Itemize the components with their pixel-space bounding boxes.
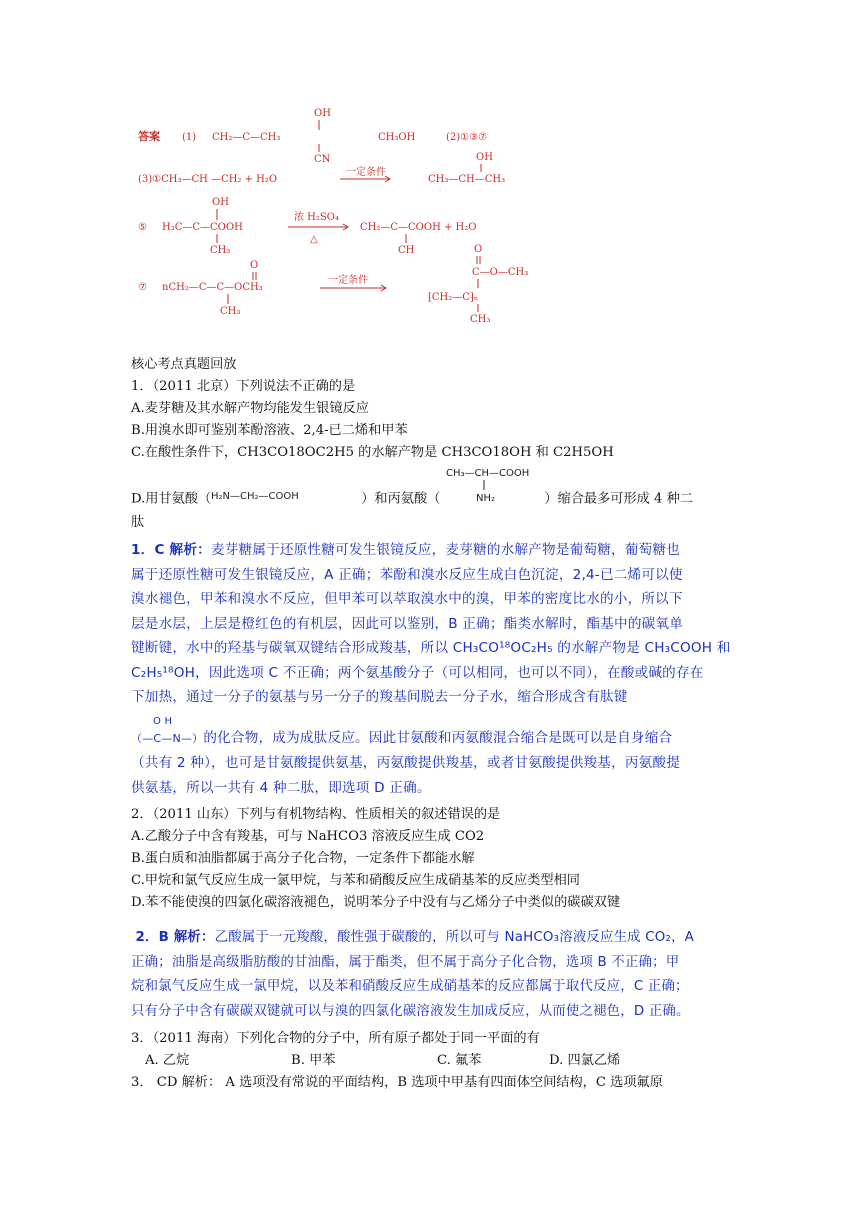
answer-row2-cond: 一定条件 bbox=[346, 167, 386, 178]
answer-cn-1: CN bbox=[314, 154, 331, 165]
answer-row4-cond: 一定条件 bbox=[328, 275, 368, 286]
q1-option-b: B.用溴水即可鉴别苯酚溶液、2,4-已二烯和甲苯 bbox=[131, 423, 408, 438]
answer-part-1: (1) bbox=[182, 132, 197, 143]
answer-row3-lead: H₃C—C—COOH bbox=[162, 222, 243, 233]
answer-chem-1: CH₂—C—CH₃ bbox=[212, 132, 281, 143]
q1-option-d-prefix: D.用甘氨酸（ bbox=[131, 491, 212, 507]
explanation-1-line-8: 的化合物，成为成肽反应。因此甘氨酸和丙氨酸混合缩合是既可以是自身缩合 bbox=[203, 729, 673, 746]
answer-oh-1: OH bbox=[314, 108, 331, 119]
q1-option-c: C.在酸性条件下，CH3CO18OC2H5 的水解产物是 CH3CO18OH 和 C2H5OH bbox=[131, 445, 614, 460]
explanation-2-line-2: 正确；油脂是高级脂肪酸的甘油酯，属于酯类，但不属于高分子化合物，选项 B 不正确；甲 bbox=[131, 954, 680, 970]
explanation-1-line-6: C₂H₅¹⁸OH，因此选项 C 不正确；两个氨基酸分子（可以相同，也可以不同），在酸或碱的存在 bbox=[131, 664, 704, 681]
q1-option-d-middle: ）和丙氨酸（ bbox=[361, 491, 441, 507]
explanation-1-line-1: 麦芽糖属于还原性糖可发生银镜反应，麦芽糖的水解产物是葡萄糖，葡萄糖也 bbox=[210, 542, 680, 558]
explanation-1-line-7: 下加热，通过一分子的氨基与另一分子的羧基间脱去一分子水，缩合形成含有肽键 bbox=[131, 689, 628, 705]
answer-row3-cond-bottom: △ bbox=[310, 234, 318, 245]
q3-options bbox=[131, 1050, 750, 1072]
question-3-block bbox=[131, 1028, 750, 1094]
explanation-2-line-1: 乙酸属于一元羧酸，酸性强于碳酸的，所以可与 NaHCO₃溶液反应生成 CO₂，A bbox=[214, 930, 695, 945]
q3-stem: 3．（2011 海南）下列化合物的分子中，所有原子都处于同一平面的有 bbox=[131, 1031, 540, 1046]
answer-row4-o2: O bbox=[474, 244, 483, 255]
answer-row4-product-top: C—O—CH₃ bbox=[472, 267, 529, 278]
explanation-2 bbox=[131, 926, 743, 1024]
answer-row4-lead: nCH₂—C—C—OCH₃ bbox=[162, 282, 263, 293]
explanation-1-line-4: 层是水层，上层是橙红色的有机层，因此可以鉴别，B 正确；酯类水解时，酯基中的碳氧单 bbox=[131, 615, 683, 632]
explanation-2-line-4: 只有分子中含有碳碳双键就可以与溴的四氯化碳溶液发生加成反应，从而使之褪色，D 正确。 bbox=[131, 1003, 690, 1019]
q1-stem: 1．（2011 北京）下列说法不正确的是 bbox=[131, 379, 356, 394]
answer-figure bbox=[128, 100, 558, 332]
answer-row3-cond-top: 浓 H₂SO₄ bbox=[294, 212, 339, 223]
peptide-bond: （—C—N—） bbox=[131, 731, 204, 745]
q2-stem: 2．（2011 山东）下列与有机物结构、性质相关的叙述错误的是 bbox=[131, 807, 501, 822]
alanine-amino: NH₂ bbox=[476, 493, 496, 504]
answer-row2-oh: OH bbox=[476, 152, 493, 163]
explanation-1-line-2: 属于还原性糖可发生银镜反应，A 正确；苯酚和溴水反应生成白色沉淀，2,4-已二烯可以使 bbox=[131, 566, 683, 583]
peptide-bond-top: O H bbox=[153, 715, 173, 727]
answer-row3-ch3b: CH bbox=[398, 245, 415, 256]
answer-label: 答案 bbox=[138, 130, 160, 143]
explanation-1-line-9: （共有 2 种），也可是甘氨酸提供氨基，丙氨酸提供羧基，或者甘氨酸提供羧基，丙氨酸提 bbox=[131, 755, 681, 771]
section-title: 核心考点真题回放 bbox=[131, 357, 237, 372]
question-1-block bbox=[131, 354, 750, 464]
q1-option-d-continued: 肽 bbox=[131, 515, 145, 530]
answer-row4-ch3b: CH₃ bbox=[470, 314, 491, 325]
explanation-1-line-3: 溴水褪色，甲苯和溴水不反应，但甲苯可以萃取溴水中的溴，甲苯的密度比水的小，所以下 bbox=[131, 591, 683, 607]
answer-row3-oh: OH bbox=[212, 197, 229, 208]
explanation-1-lead: 1．C 解析： bbox=[131, 542, 211, 558]
q3-option-c: C. 氟苯 bbox=[437, 1053, 482, 1068]
alanine-formula: CH₃—CH—COOH bbox=[446, 468, 530, 479]
answer-row3-ch3: CH₃ bbox=[210, 245, 231, 256]
explanation-1-line-10: 供氨基，所以一共有 4 种二肽，即选项 D 正确。 bbox=[131, 779, 431, 796]
glycine-structure bbox=[211, 484, 361, 514]
q2-option-b: B.蛋白质和油脂都属于高分子化合物，一定条件下都能水解 bbox=[131, 851, 475, 866]
q3-answer: 3． CD 解析： A 选项没有常说的平面结构，B 选项中甲基有四面体空间结构，C 选项氟原 bbox=[131, 1075, 663, 1090]
explanation-1-line-5: 键断键，水中的羟基与碳氧双键结合形成羧基，所以 CH₃CO¹⁸OC₂H₅ 的水解产物是 CH₃COOH 和 bbox=[131, 640, 731, 656]
explanation-2-lead: 2．B 解析： bbox=[135, 930, 215, 945]
alanine-structure bbox=[440, 468, 544, 516]
glycine-formula: H₂N—CH₂—COOH bbox=[211, 491, 299, 502]
answer-row2-lead: (3)①CH₃—CH —CH₂ + H₂O bbox=[138, 174, 278, 185]
answer-row4-o: O bbox=[250, 260, 259, 271]
answer-part-2: (2)①③⑦ bbox=[446, 132, 488, 143]
answer-row4-product: ⁅CH₂—C⁆ₙ bbox=[428, 292, 479, 303]
answer-row4-ch3: CH₃ bbox=[220, 306, 241, 317]
answer-row4-num: ⑦ bbox=[138, 282, 147, 293]
explanation-1 bbox=[131, 538, 743, 800]
q3-option-d: D. 四氯乙烯 bbox=[549, 1053, 621, 1068]
q1-option-d-suffix: ）缩合最多可形成 4 种二 bbox=[544, 491, 694, 507]
answer-row2-product: CH₃—CH—CH₃ bbox=[428, 174, 506, 185]
answer-row3-num: ⑤ bbox=[138, 222, 147, 233]
answer-row3-product: CH₂—C—COOH + H₂O bbox=[360, 222, 477, 233]
q1-option-a: A.麦芽糖及其水解产物均能发生银镜反应 bbox=[131, 401, 369, 416]
question-2-block bbox=[131, 804, 750, 914]
q2-option-c: C.甲烷和氯气反应生成一氯甲烷，与苯和硝酸反应生成硝基苯的反应类型相同 bbox=[131, 873, 580, 888]
q3-option-a: A. 乙烷 bbox=[145, 1053, 190, 1068]
answer-methanol: CH₃OH bbox=[378, 132, 416, 143]
q2-option-d: D.苯不能使溴的四氯化碳溶液褪色，说明苯分子中没有与乙烯分子中类似的碳碳双键 bbox=[131, 895, 621, 910]
q3-option-b: B. 甲苯 bbox=[291, 1053, 336, 1068]
q1-option-d bbox=[131, 466, 750, 512]
explanation-2-line-3: 烷和氯气反应生成一氯甲烷，以及苯和硝酸反应生成硝基苯的反应都属于取代反应，C 正确； bbox=[131, 979, 689, 994]
q2-option-a: A.乙酸分子中含有羧基，可与 NaHCO3 溶液反应生成 CO2 bbox=[131, 829, 485, 844]
